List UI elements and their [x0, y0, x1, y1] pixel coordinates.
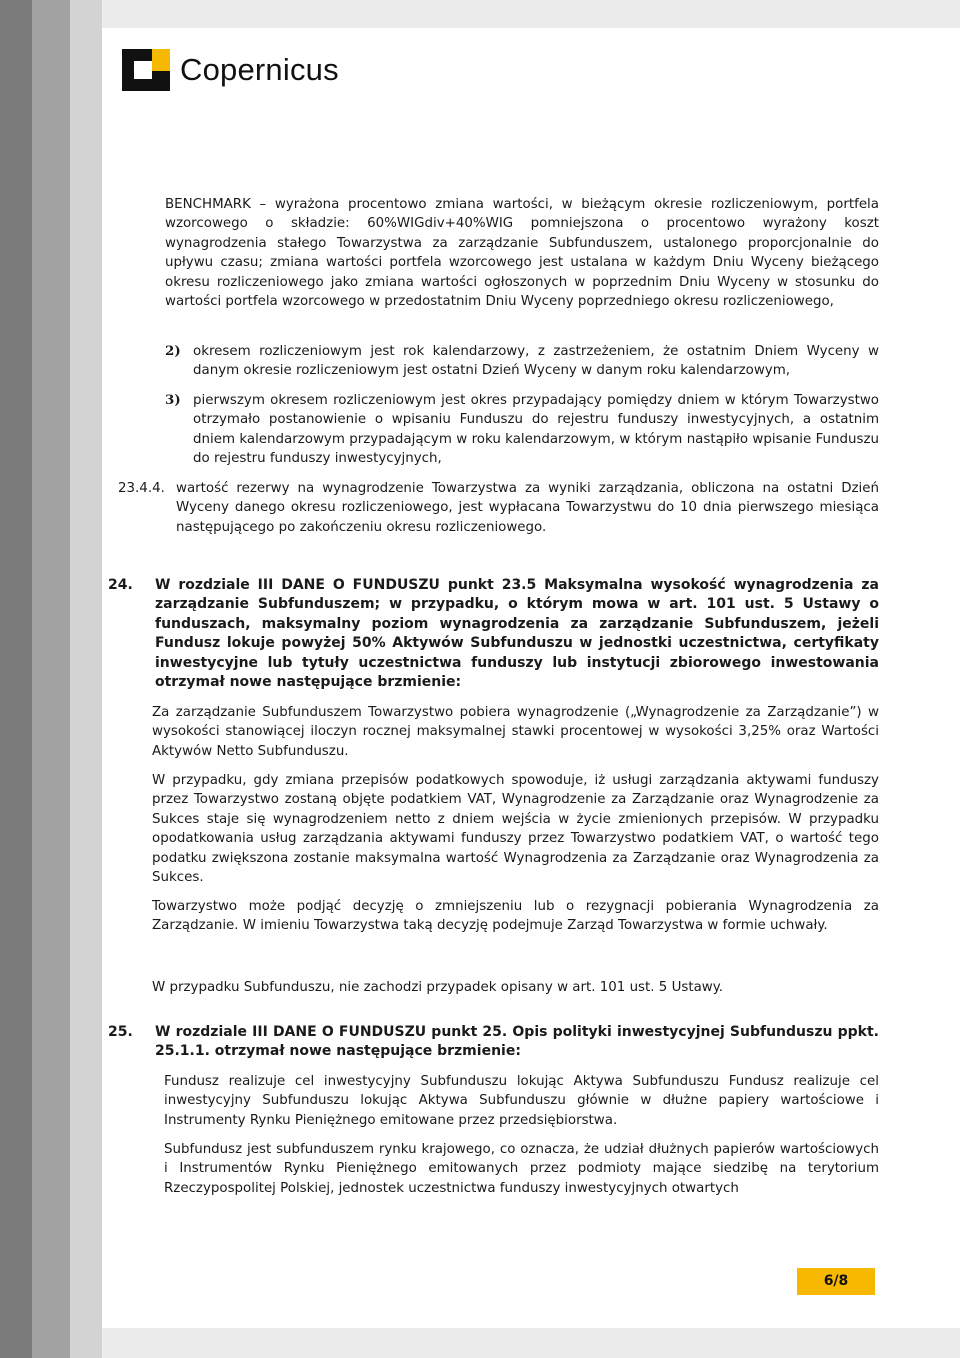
item-text: okresem rozliczeniowym jest rok kalendarzowy, z zastrzeżeniem, że ostatnim Dniem Wyceny w danym okresie rozliczeniowym jest ostatni Dzień Wyceny w danym roku kalendarzowym,: [193, 344, 879, 379]
section-25-number: 25.: [108, 1024, 133, 1040]
page-number: 6/8: [823, 1272, 849, 1289]
section-24-heading: W rozdziale III DANE O FUNDUSZU punkt 23.5 Maksymalna wysokość wynagrodzenia za zarządzanie Subfunduszem; w przypadku, o którym mowa w art. 101 ust. 5 Ustawy o funduszach, maksymalny poziom wynagrodzenia za zarządzanie Subfunduszem, jeżeli Fundusz lokuje powyżej 50% Aktywów Subfunduszu w jednostki uczestnictwa, certyfikaty inwestycyjne lub tytuły uczestnictwa funduszy lub instytucji zbiorowego inwestowania otrzymał nowe następujące brzmienie:: [155, 577, 879, 691]
section-24-number: 24.: [108, 577, 133, 593]
left-band-light: [70, 0, 102, 1358]
benchmark-paragraph: BENCHMARK – wyrażona procentowo zmiana wartości, w bieżącym okresie rozliczeniowym, portfela wzorcowego o składzie: 60%WIGdiv+40%WIG pomniejszona o procentowo wyrażony koszt wynagrodzenia stałego Towarzystwa za zarządzanie Subfunduszem, ustalonego proporcjonalnie do upływu czasu; zmiana wartości portfela wzorcowego jest ustalana w każdym Dniu Wyceny bieżącego okresu rozliczeniowego jako zmiana wartości ogłoszonych w poprzednim Dniu Wyceny w stosunku do wartości portfela wzorcowego w przedostatnim Dniu Wyceny poprzedniego okresu rozliczeniowego,: [165, 197, 879, 310]
page-number-badge: [797, 1268, 875, 1295]
copernicus-logo: [122, 48, 339, 92]
section-24-paragraph: Za zarządzanie Subfunduszem Towarzystwo pobiera wynagrodzenie („Wynagrodzenie za Zarządzanie”) w wysokości stanowiącej iloczyn rocznej maksymalnej stawki procentowej w wysokości 3,25% oraz Wartości Aktywów Netto Subfunduszu.: [152, 705, 879, 759]
left-band-medium: [32, 0, 70, 1358]
item-text: pierwszym okresem rozliczeniowym jest okres przypadający pomiędzy dniem w którym Towarzystwo otrzymało postanowienie o wpisaniu Funduszu do rejestru funduszy inwestycyjnych, a ostatnim dniem kalendarzowym przypadającym w roku kalendarzowym, w którym nastąpiło wpisanie Funduszu do rejestru funduszy inwestycyjnych,: [193, 393, 879, 467]
section-25-heading: W rozdziale III DANE O FUNDUSZU punkt 25. Opis polityki inwestycyjnej Subfunduszu ppkt. 25.1.1. otrzymał nowe następujące brzmienie:: [155, 1024, 879, 1060]
item-number: 3): [165, 392, 181, 408]
section-24-paragraph: W przypadku Subfunduszu, nie zachodzi przypadek opisany w art. 101 ust. 5 Ustawy.: [152, 980, 724, 996]
bottom-strip: [102, 1328, 960, 1358]
logo-text: Copernicus: [180, 52, 339, 88]
subitem-number: 23.4.4.: [118, 481, 165, 496]
section-24-paragraph: W przypadku, gdy zmiana przepisów podatkowych spowoduje, iż usługi zarządzania aktywami funduszy przez Towarzystwo zostaną objęte podatkiem VAT, Wynagrodzenie za Zarządzanie oraz Wynagrodzenie za Sukces staje się wynagrodzeniem netto z dniem wejścia w życie zmienionych przepisów. W przypadku opodatkowania usług zarządzania aktywami funduszy przez Towarzystwo podatkiem VAT, o wartość tego podatku zwiększona zostanie maksymalna wartość Wynagrodzenia za Zarządzanie oraz Wynagrodzenia za Sukces.: [152, 773, 879, 886]
top-strip: [102, 0, 960, 28]
subitem-text: wartość rezerwy na wynagrodzenie Towarzystwa za wyniki zarządzania, obliczona na ostatni Dzień Wyceny danego okresu rozliczeniowego, jest wypłacana Towarzystwu do 10 dnia pierwszego miesiąca następującego po zakończeniu okresu rozliczeniowego.: [176, 481, 879, 535]
section-24-paragraph: Towarzystwo może podjąć decyzję o zmniejszeniu lub o rezygnacji pobierania Wynagrodzenia za Zarządzanie. W imieniu Towarzystwa taką decyzję podejmuje Zarząd Towarzystwa w formie uchwały.: [152, 899, 879, 934]
copernicus-mark-icon: [122, 49, 170, 91]
section-25-paragraph: Fundusz realizuje cel inwestycyjny Subfunduszu lokując Aktywa Subfunduszu Fundusz realizuje cel inwestycyjny Subfunduszu lokując Aktywa Subfunduszu głównie w dłużne papiery wartościowe i Instrumenty Rynku Pieniężnego emitowane przez przedsiębiorstwa.: [164, 1074, 879, 1128]
item-number: 2): [165, 343, 181, 359]
left-band-dark: [0, 0, 32, 1358]
section-25-paragraph: Subfundusz jest subfunduszem rynku krajowego, co oznacza, że udział dłużnych papierów wartościowych i Instrumentów Rynku Pieniężnego emitowanych przez podmioty mające siedzibę na terytorium Rzeczypospolitej Polskiej, jednostek uczestnictwa funduszy inwestycyjnych otwartych: [164, 1142, 879, 1196]
